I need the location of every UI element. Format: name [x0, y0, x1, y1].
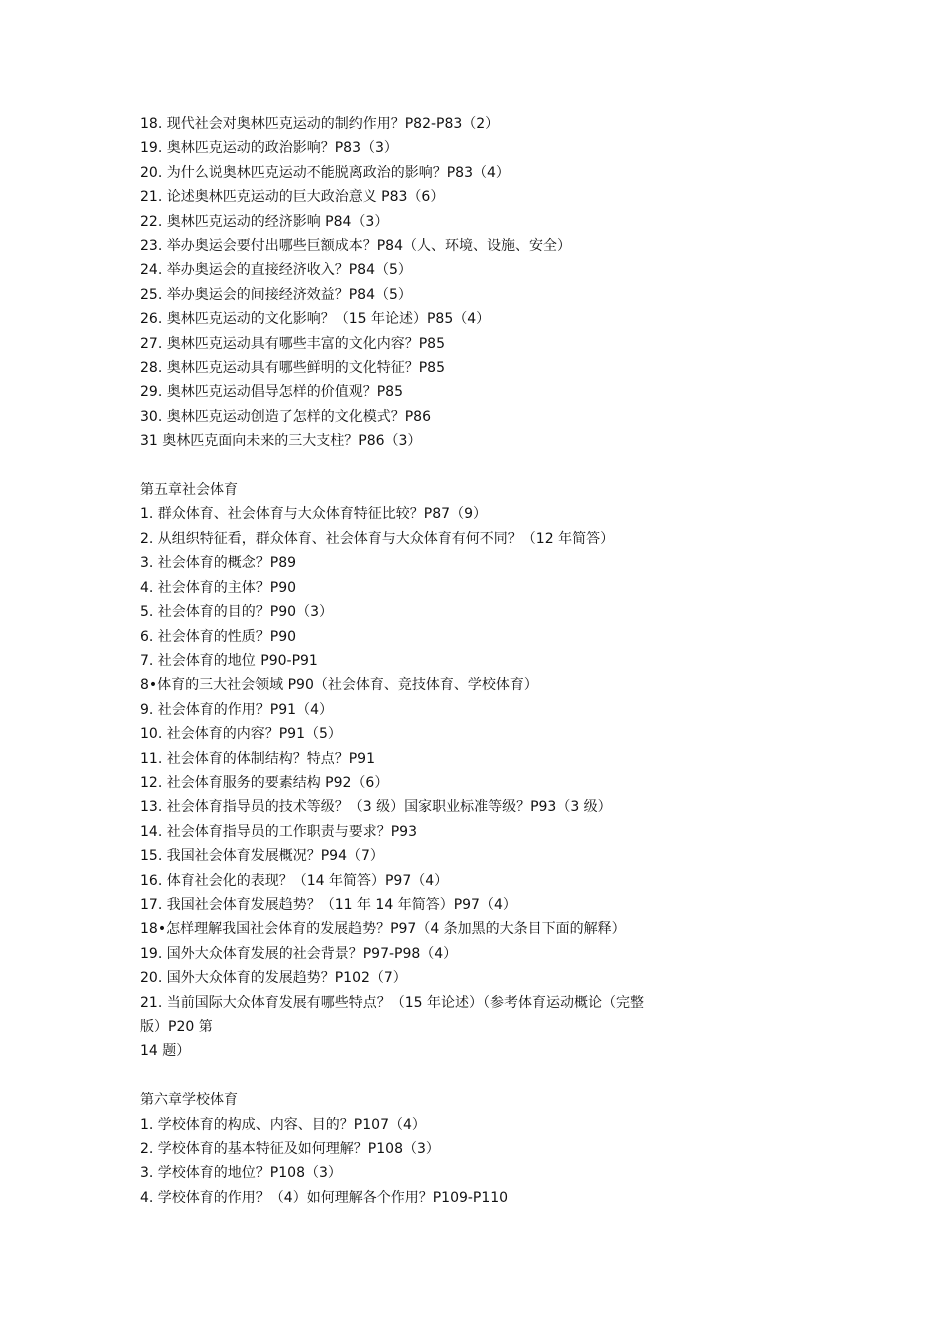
list-item: 10. 社会体育的内容？P91（5）	[140, 726, 342, 743]
section-olympic-items	[140, 112, 800, 454]
list-item-21-line-1: 21. 当前国际大众体育发展有哪些特点？（15 年论述）（参考体育运动概论（完整	[140, 994, 644, 1011]
list-item: 13. 社会体育指导员的技术等级？（3 级）国家职业标准等级？P93（3 级）	[140, 799, 612, 816]
list-item: 4. 社会体育的主体？P90	[140, 579, 297, 596]
list-item: 1. 群众体育、社会体育与大众体育特征比较？P87（9）	[140, 506, 487, 523]
chapter-title: 第五章社会体育	[140, 482, 238, 499]
list-item: 29. 奥林匹克运动倡导怎样的价值观？P85	[140, 384, 403, 401]
list-item: 20. 为什么说奥林匹克运动不能脱离政治的影响？P83（4）	[140, 164, 510, 181]
list-item: 19. 奥林匹克运动的政治影响？P83（3）	[140, 140, 398, 157]
list-item: 28. 奥林匹克运动具有哪些鲜明的文化特征？P85	[140, 360, 445, 377]
section-chapter-5	[140, 478, 800, 1064]
list-item: 24. 举办奥运会的直接经济收入？P84（5）	[140, 262, 412, 279]
list-item: 18•怎样理解我国社会体育的发展趋势？P97（4 条加黑的大条目下面的解释）	[140, 921, 626, 938]
list-item: 26. 奥林匹克运动的文化影响？（15 年论述）P85（4）	[140, 311, 491, 328]
list-item: 14. 社会体育指导员的工作职责与要求？P93	[140, 823, 417, 840]
list-item: 2. 学校体育的基本特征及如何理解？P108（3）	[140, 1141, 440, 1158]
list-item: 20. 国外大众体育的发展趋势？P102（7）	[140, 970, 407, 987]
list-item: 7. 社会体育的地位 P90-P91	[140, 652, 318, 669]
list-item: 27. 奥林匹克运动具有哪些丰富的文化内容？P85	[140, 335, 445, 352]
list-item: 1. 学校体育的构成、内容、目的？P107（4）	[140, 1116, 426, 1133]
chapter-title: 第六章学校体育	[140, 1092, 238, 1109]
spacer	[140, 454, 800, 478]
list-item: 11. 社会体育的体制结构？特点？P91	[140, 750, 375, 767]
list-item: 19. 国外大众体育发展的社会背景？P97-P98（4）	[140, 945, 458, 962]
list-item: 9. 社会体育的作用？P91（4）	[140, 701, 333, 718]
list-item-21-line-3: 14 题）	[140, 1043, 191, 1060]
list-item: 2. 从组织特征看，群众体育、社会体育与大众体育有何不同？（12 年简答）	[140, 530, 615, 547]
list-item: 5. 社会体育的目的？P90（3）	[140, 604, 333, 621]
list-item: 15. 我国社会体育发展概况？P94（7）	[140, 848, 384, 865]
list-item: 6. 社会体育的性质？P90	[140, 628, 297, 645]
list-item: 25. 举办奥运会的间接经济效益？P84（5）	[140, 286, 412, 303]
list-item: 18. 现代社会对奥林匹克运动的制约作用？P82-P83（2）	[140, 116, 500, 132]
list-item: 3. 社会体育的概念？P89	[140, 555, 297, 572]
list-item: 4. 学校体育的作用？（4）如何理解各个作用？P109-P110	[140, 1189, 509, 1206]
list-item: 12. 社会体育服务的要素结构 P92（6）	[140, 774, 389, 791]
list-item: 17. 我国社会体育发展趋势？（11 年 14 年简答）P97（4）	[140, 896, 517, 913]
list-item: 16. 体育社会化的表现？（14 年简答）P97（4）	[140, 872, 449, 889]
section-chapter-6	[140, 1088, 800, 1210]
list-item: 8•体育的三大社会领域 P90（社会体育、竞技体育、学校体育）	[140, 677, 538, 694]
list-item: 31 奥林匹克面向未来的三大支柱？P86（3）	[140, 433, 422, 450]
list-item: 21. 论述奥林匹克运动的巨大政治意义 P83（6）	[140, 189, 445, 206]
list-item: 3. 学校体育的地位？P108（3）	[140, 1165, 342, 1182]
list-item: 22. 奥林匹克运动的经济影响 P84（3）	[140, 213, 389, 230]
list-item: 23. 举办奥运会要付出哪些巨额成本？P84（人、环境、设施、安全）	[140, 238, 571, 255]
list-item-21-line-2: 版）P20 第	[140, 1019, 213, 1036]
list-item: 30. 奥林匹克运动创造了怎样的文化模式？P86	[140, 408, 431, 425]
document-page	[140, 112, 800, 1210]
spacer	[140, 1064, 800, 1088]
